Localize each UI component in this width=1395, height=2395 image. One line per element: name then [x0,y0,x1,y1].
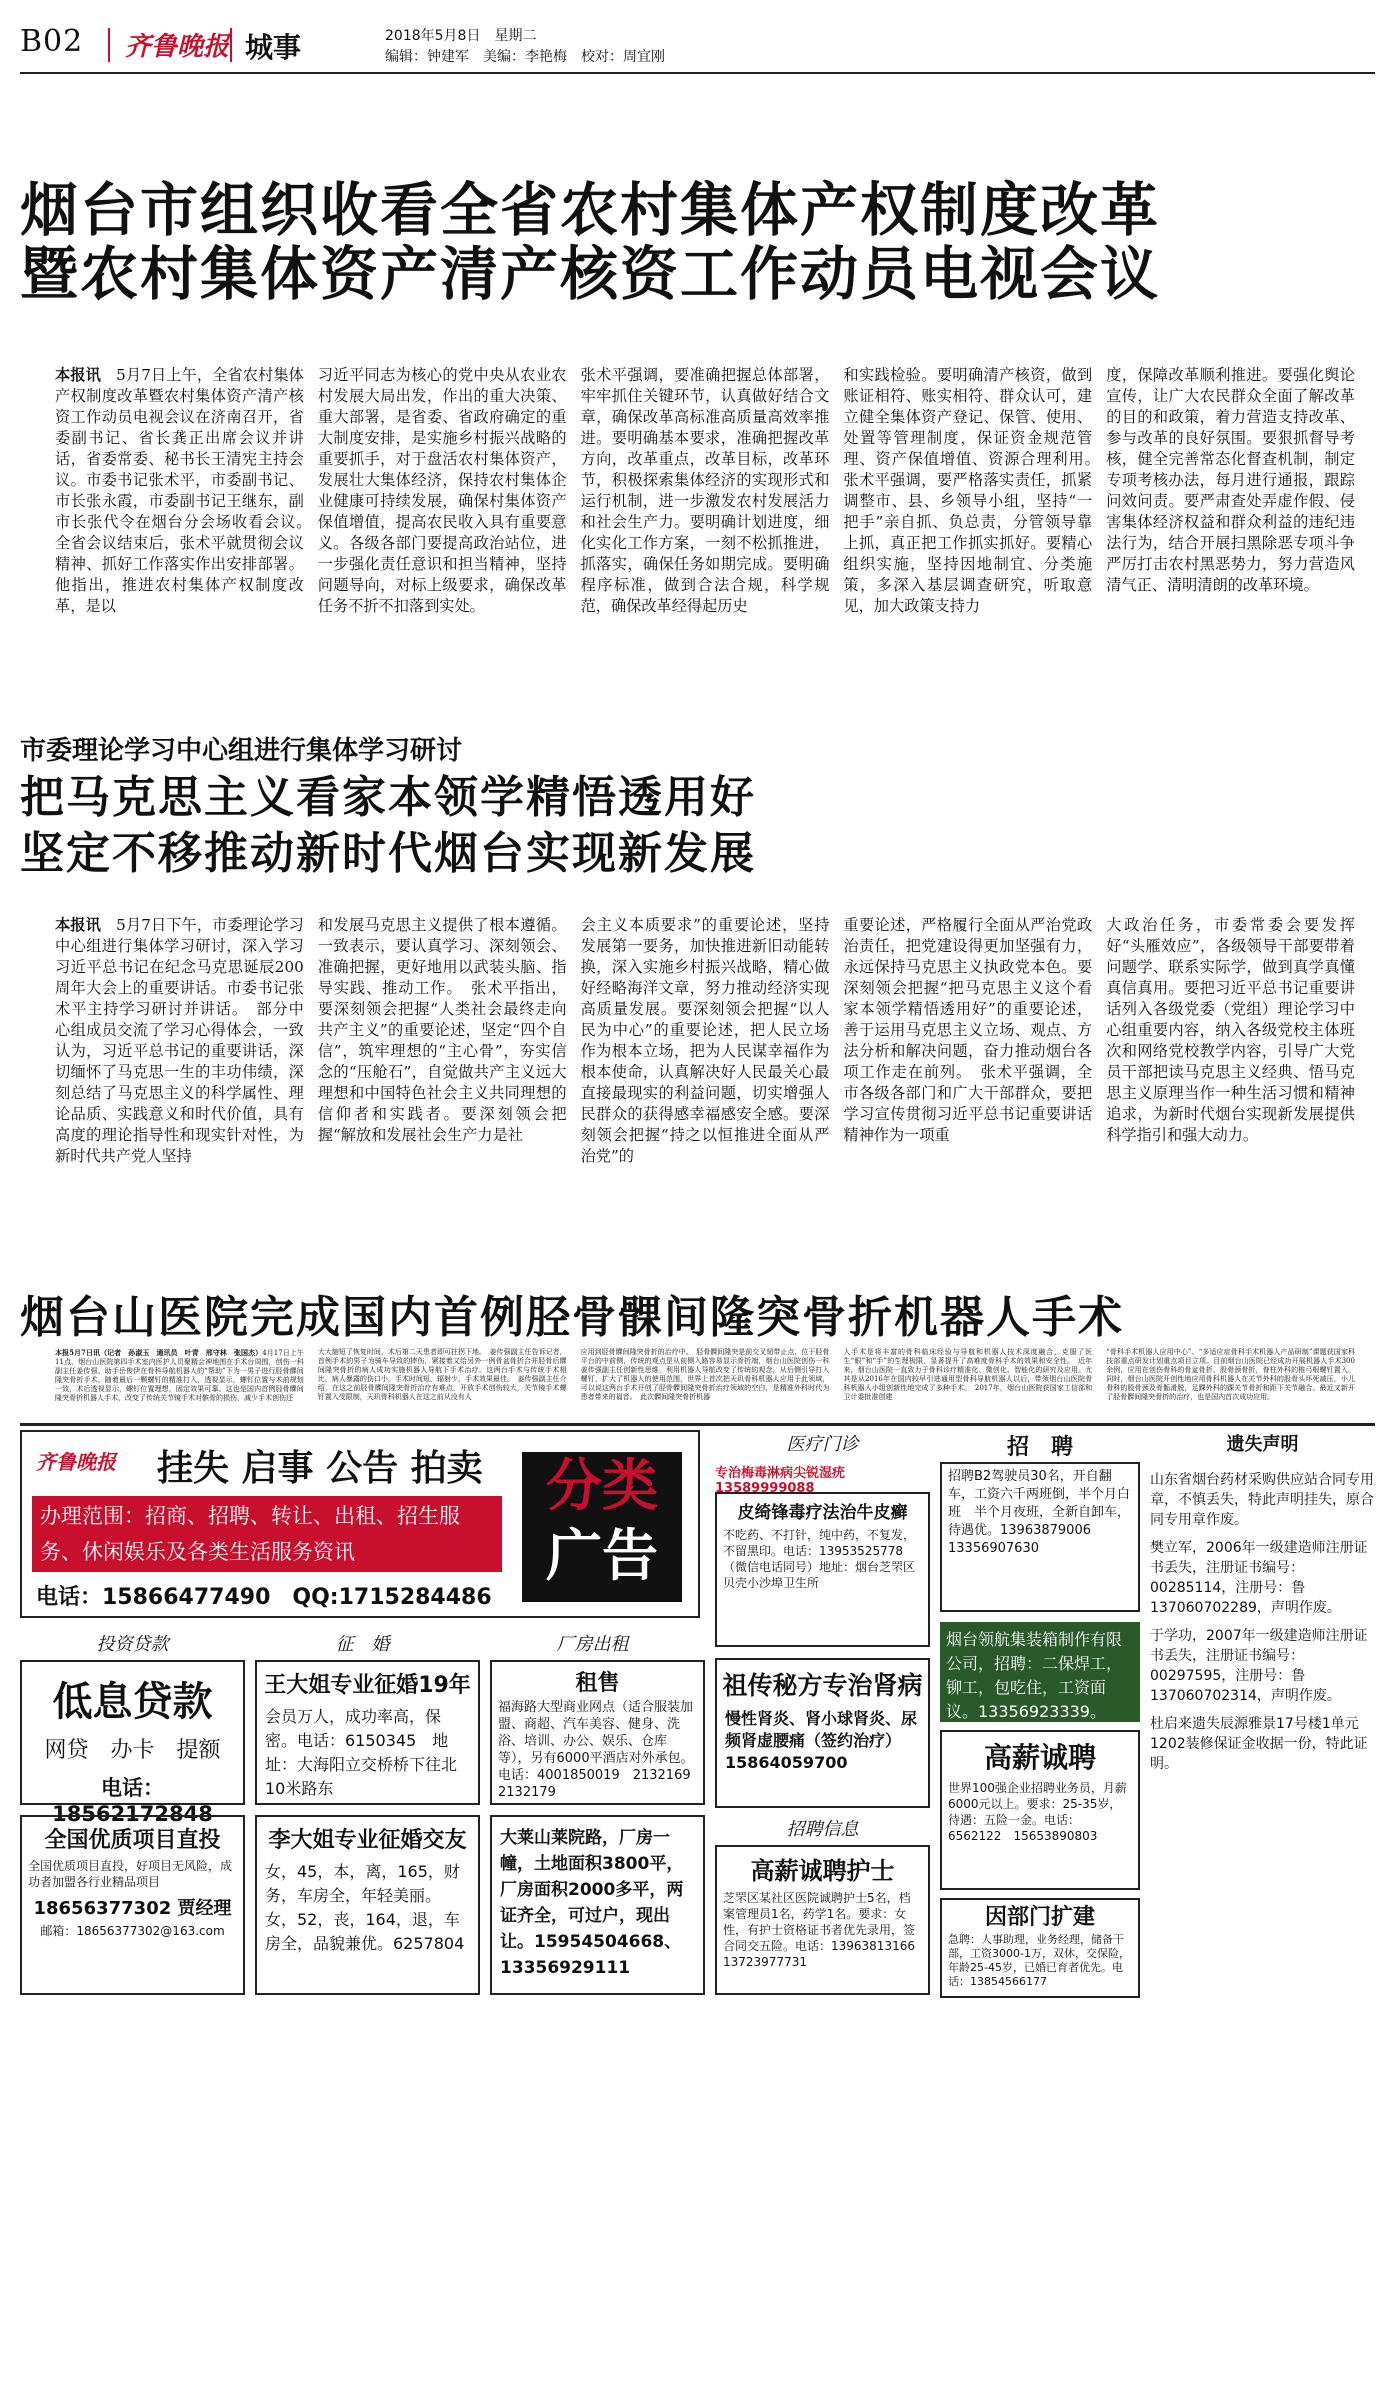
loan-ad: 低息贷款 网贷 办卡 提额 电话：18562172848 [20,1660,245,1805]
heading-hiring: 招 聘 [1006,1435,1073,1460]
article1-lead: 本报讯 [55,366,101,384]
lost-item: 于学功，2007年一级建造师注册证书丢失，注册证书编号：00297595，注册号：鲁137060702314，声明作废。 [1150,1628,1368,1704]
article2-col: 重要论述，严格履行全面从严治党政治责任，把党建设得更加坚强有力，永远保持马克思主义执政党本色。要深刻领会把握“把马克思主义这个看家本领学精悟透用好”的重要论述，善于运用马克思主义立场、观点、方法分析和解决问题，奋力推动烟台各项工作走在前列。 张术平强调，全市各级各部门和广大干部群众，要把学习宣传贯彻习近平总书记重要讲话精神作为一项重 [843,916,1093,1144]
clinic-ad-1: 专治梅毒淋病尖锐湿疣13589999088 [715,1466,846,1496]
article3-col: 本报5月7日讯（记者 孙淑玉 通讯员 叶青 邢守林 张国杰）4月17日上午11点，烟台山医院第四手术室内医护人员聚精会神地围在手术台周围，创伤一科副主任姜传强、助手岳俊伊在骨科导航机器人的“帮助”下为一男子进行胫骨髁间隆突骨折手术。随着最后一颗螺钉的精准打入，透视显示，螺钉位置与术前规划一致，术后透视显示，螺钉位置理想，固定效果可靠。这也是国内首例胫骨髁间隆突骨折机器人手术，改变了传统关节镜手术对髌骨的损伤，减少手术创伤还 [55,1348,304,1402]
ads-top-rule [20,1423,1375,1426]
article1-title-line1: 烟台市组织收看全省农村集体产权制度改革 [20,176,1161,244]
heading-jobs-info: 招聘信息 [786,1819,859,1840]
hiring-ad-1: 招聘B2驾驶员30名，开自翻车，工资六千两班倒，半个月白班 半个月夜班，全新自卸车，待遇优。13963879006 13356907630 [940,1462,1140,1612]
article1-col: 本报讯 5月7日上午，全省农村集体产权制度改革暨农村集体资产清产核资工作动员电视会议在济南召开，省委副书记、省长龚正出席会议并讲话，省委常委、秘书长王清宪主持会议。市委书记张术平，市委副书记、市长张永霞，市委副书记王继东，副市长张代令在烟台分会场收看会议。 全省会议结束后，张术平就贯彻会议精神、抓好工作落实作出安排部署。他指出，推进农村集体产权制度改革，是以 [55,366,319,615]
page-number: B02 [20,24,84,59]
banner-services: 挂失 启事 公告 拍卖 [157,1448,483,1489]
rent-ad-2: 大莱山莱院路，厂房一幢，土地面积3800平，厂房面积2000多平，两证齐全，可过户，现出让。15954504668、13356929111 [490,1815,705,1995]
header-rule [20,72,1375,74]
marriage-ad-1: 王大姐专业征婚19年 会员万人，成功率高，保密。电话：6150345 地址：大海阳立交桥桥下往北10米路东 [255,1660,480,1805]
hiring-ad-2: 烟台领航集装箱制作有限公司，招聘：二保焊工，铆工，包吃住，工资面议。13356923339。 [940,1622,1140,1722]
clinic-ad-2: 皮绮锋毒疗法治牛皮癣 不吃药、不打针，纯中药，不复发，不留黑印。电话：13953525778（微信电话同号）地址：烟台芝罘区贝壳小沙埠卫生所 [715,1492,930,1647]
hiring-ad-3: 高薪诚聘 世界100强企业招聘业务员，月薪6000元以上。要求：25-35岁，待遇：五险一金。电话：6562122 15653890803 [940,1730,1140,1890]
article2-col: 本报讯 5月7日下午，市委理论学习中心组进行集体学习研讨，深入学习习近平总书记在纪念马克思诞辰200周年大会上的重要讲话。市委书记张术平主持学习研讨并讲话。 部分中心组成员交流了学习心得体会，一致认为，习近平总书记的重要讲话，深切缅怀了马克思一生的丰功伟绩，深刻总结了马克思主义的科学属性、理论品质、实践意义和时代价值，具有高度的理论指导性和现实针对性，为新时代共产党人坚持 [55,916,304,1165]
heading-lost: 遗失声明 [1226,1434,1299,1455]
header-divider [230,28,232,62]
project-ad: 全国优质项目直投 全国优质项目直投，好项目无风险，成功者加盟各行业精品项目 18656377302 贾经理 邮箱：18656377302@163.com [20,1815,245,1995]
article1-title [20,178,1160,306]
jobs-ad-1: 高薪诚聘护士 芝罘区某社区医院诚聘护士5名，档案管理员1名，药学1名。要求：女性，有护士资格证书者优先录用，签合同交五险。电话：13963813166 13723977731 [715,1845,930,1995]
article3-col: “骨科手术机器人应用中心”、“多适应症骨科手术机器人产品研制”课题获国家科技部重点研发计划重点项目立项。目前烟台山医院已经成功开展机器人手术300余例，应用在创伤骨科的骨盆骨折、股骨颈骨折，脊柱外科的椎弓根螺钉置入。同时，烟台山医院开创性地应用骨科机器人在关节外科的股骨头坏死减压，小儿骨科的股骨颈及骨骺滑脱，足踝外科的踝关节骨折和距下关节融合。最近又新开了胫骨髁间隆突骨折的治疗，也是国内首次成功应用。 [1106,1348,1355,1401]
article1-body [55,365,1355,701]
page-header [20,22,1375,66]
article2-body [55,915,1355,1295]
paper-logo: 齐鲁晚报 [125,32,230,62]
article3-lead: 本报5月7日讯（记者 孙淑玉 通讯员 叶青 邢守林 张国杰） [55,1348,263,1357]
classified-banner [20,1430,700,1618]
article1-col: 度，保障改革顺利推进。要强化舆论宣传，让广大农民群众全面了解改革的目的和政策，着力营造支持改革、参与改革的良好氛围。要狠抓督导考核，健全完善常态化督查机制，制定专项考核办法，每月进行通报，跟踪问效问责。要严肃查处弄虚作假、侵害集体经济权益和群众利益的违纪违法行为，结合开展扫黑除恶专项斗争严厉打击农村黑恶势力，努力营造风清气正、清明清朗的改革环境。 [1106,366,1355,594]
banner-contact: 电话：15866477490 QQ:1715284486 [36,1585,492,1610]
article2-title [20,770,756,882]
article1-col: 和实践检验。要明确清产核资，做到账证相符、账实相符、群众认可，建立健全集体资产登记、保管、使用、处置等管理制度，保证资金规范管理、资产保值增值、资源合理利用。 张术平强调，要严格落实责任，抓紧调整市、县、乡领导小组，坚持“一把手”亲自抓、负总责，分管领导靠上抓，真正把工作抓实抓好。要精心组织实施，坚持因地制宜、分类施策，多深入基层调查研究，听取意见，加大政策支持力 [843,366,1108,615]
classified-badge: 分类 广告 [522,1452,682,1602]
article2-col: 大政治任务，市委常委会要发挥好“头雁效应”，各级领导干部要带着问题学、联系实际学，做到真学真懂真信真用。要把习近平总书记重要讲话列入各级党委（党组）理论学习中心组重要内容，纳入各级党校主体班次和网络党校教学内容，引导广大党员干部把读马克思主义经典、悟马克思主义原理当作一种生活习惯和精神追求，为新时代烟台实现新发展提供科学指引和强大动力。 [1106,916,1355,1144]
article3-body [55,1348,1355,1418]
marriage-ad-2: 李大姐专业征婚交友 女，45，本，离，165，财务，车房全，年轻美丽。女，52，丧，164，退，车房全，品貌兼优。6257804 [255,1815,480,1995]
article1-title-line2: 暨农村集体资产清产核资工作动员电视会议 [20,240,1161,308]
article2-lead: 本报讯 [55,916,101,934]
heading-marriage: 征 婚 [335,1634,390,1655]
article1-col: 张术平强调，要准确把握总体部署，牢牢抓住关键环节，认真做好结合文章，确保改革高标准高质量高效率推进。要明确基本要求，准确把握改革方向，改革重点，改革目标，改革环节，积极探索集体经济的实现形式和运行机制，进一步激发农村发展活力和社会生产力。要明确计划进度，细化实化工作方案，一刻不松抓推进，抓落实，确保任务如期完成。要明确程序标准，做到合法合规，科学规范，确保改革经得起历史 [580,366,830,615]
rent-ad-1: 租售 福海路大型商业网点（适合服装加盟、商超、汽车美容、健身、洗浴、培训、办公、娱乐、仓库等），另有6000平酒店对外承包。电话：4001850019 2132169 2132179 [490,1660,705,1805]
lost-notices [1150,1470,1375,1774]
article2-col: 和发展马克思主义提供了根本遵循。一致表示，要认真学习、深刻领会、准确把握，更好地用以武装头脑、指导实践、推动工作。 张术平指出，要深刻领会把握“人类社会最终走向共产主义”的重要论述，坚定“四个自信”，筑牢理想的“主心骨”，夯实信念的“压舱石”，自觉做共产主义远大理想和中国特色社会主义共同理想的信仰者和实践者。要深刻领会把握“解放和发展社会生产力是社 [317,916,567,1144]
article3-title: 烟台山医院完成国内首例胫骨髁间隆突骨折机器人手术 [20,1292,1124,1343]
editor-credits: 编辑：钟建军 美编：李艳梅 校对：周宜刚 [385,49,665,65]
article2-col: 会主义本质要求”的重要论述，坚持发展第一要务，加快推进新旧动能转换，深入实施乡村振兴战略，精心做好经略海洋文章，努力推动经济实现高质量发展。要深刻领会把握“以人民为中心”的重要论述，把人民立场作为根本立场，把为人民谋幸福作为根本使命，认真解决好人民最关心最直接最现实的利益问题，切实增强人民群众的获得感幸福感安全感。要深刻领会把握“持之以恒推进全面从严治党”的 [580,916,830,1165]
issue-date: 2018年5月8日 星期二 [385,28,537,44]
article3-col: 人手术是将丰富的骨科临床经验与导航和机器人技术深度融合，克服了医生“眼”和“手”的生理极限，显著提升了高难度骨科手术的效果和安全性。 近年来，烟台山医院一直致力于骨科诊疗精准化、微创化、智能化的研究及应用。尤其是从2016年在国内较早引进通用型骨科导航机器人以后，带领烟台山医院骨科机器人小组创新性地完成了多种手术。 2017年，烟台山医院获国家工信部和卫计委批准创建 [843,1348,1093,1401]
banner-paper-logo: 齐鲁晚报 [36,1450,116,1474]
article3-col: 大大缩短了恢复时间，术后第二天患者即可拄拐下地。 姜传强副主任告诉记者，首例手术的男子为骑车导致的摔伤，紧接着又给另外一例骨盆骨折合并胫骨后髁间隆突骨折的病人成功实施机器人导航下手术治疗。这两台手术与传统手术相比，病人暴露的伤口小，手术时间短，辐射少，手术效果最佳。 姜传强副主任介绍，在这之前胫骨髁间隆突骨折治疗有难点，开放手术创伤较大，关节镜手术螺钉置入受限制，天玑骨科机器人在这之前从没有人 [317,1348,567,1401]
lost-item: 杜启来遗失辰源雅景17号楼1单元1202装修保证金收据一份，特此证明。 [1150,1716,1368,1772]
banner-scope: 办理范围：招商、招聘、转让、出租、招生服务、休闲娱乐及各类生活服务资讯 [32,1496,502,1572]
header-divider [108,28,110,62]
heading-loan: 投资贷款 [96,1634,169,1655]
lost-item: 山东省烟台药材采购供应站合同专用章，不慎丢失，特此声明挂失，原合同专用章作废。 [1150,1472,1374,1528]
article3-col: 应用到胫骨髁间隆突骨折的治疗中。 胫骨髁间隆突是前交叉韧带止点，位于胫骨平台的中前侧，传统的观点是从前侧入路容易显示骨折端，烟台山医院创伤一科姜传强副主任创新性思维，利用机器人导航改变了传统的观念，从后侧引导打入螺钉，扩大了机器人的使用范围，世界上首次把天玑骨科机器人应用于此领域，可以说这两台手术开创了胫骨髁间隆突骨折治疗领域的空白，是精准外科时代为患者带来的福音。 此次髁间隆突骨折机器 [580,1348,830,1401]
clinic-ad-3: 祖传秘方专治肾病 慢性肾炎、肾小球肾炎、尿频肾虚腰痛（签约治疗）15864059700 [715,1658,930,1808]
article2-subtitle: 市委理论学习中心组进行集体学习研讨 [20,736,463,766]
section-name: 城事 [245,31,302,64]
article2-title-line1: 把马克思主义看家本领学精悟透用好 [20,772,756,823]
article2-title-line2: 坚定不移推动新时代烟台实现新发展 [20,828,756,879]
article1-col: 习近平同志为核心的党中央从农业农村发展大局出发，作出的重大决策、重大部署，是省委、省政府确定的重大制度安排，是实施乡村振兴战略的重要抓手，对于盘活农村集体资产，发展壮大集体经济，保持农村集体企业健康可持续发展，确保村集体资产保值增值，提高农民收入具有重要意义。各级各部门要提高政治站位，进一步强化责任意识和担当精神，坚持问题导向，对标上级要求，确保改革任务不折不扣落到实处。 [317,366,567,615]
heading-rent: 厂房出租 [556,1634,629,1655]
hiring-ad-4: 因部门扩建 急聘：人事助理，业务经理，储备干部，工资3000-1万，双休，交保险，年龄25-45岁，已婚已育者优先。电话：13854566177 [940,1898,1140,1998]
lost-item: 樊立军，2006年一级建造师注册证书丢失，注册证书编号：00285114，注册号：鲁137060702289，声明作废。 [1150,1540,1368,1616]
heading-clinic: 医疗门诊 [786,1434,859,1455]
